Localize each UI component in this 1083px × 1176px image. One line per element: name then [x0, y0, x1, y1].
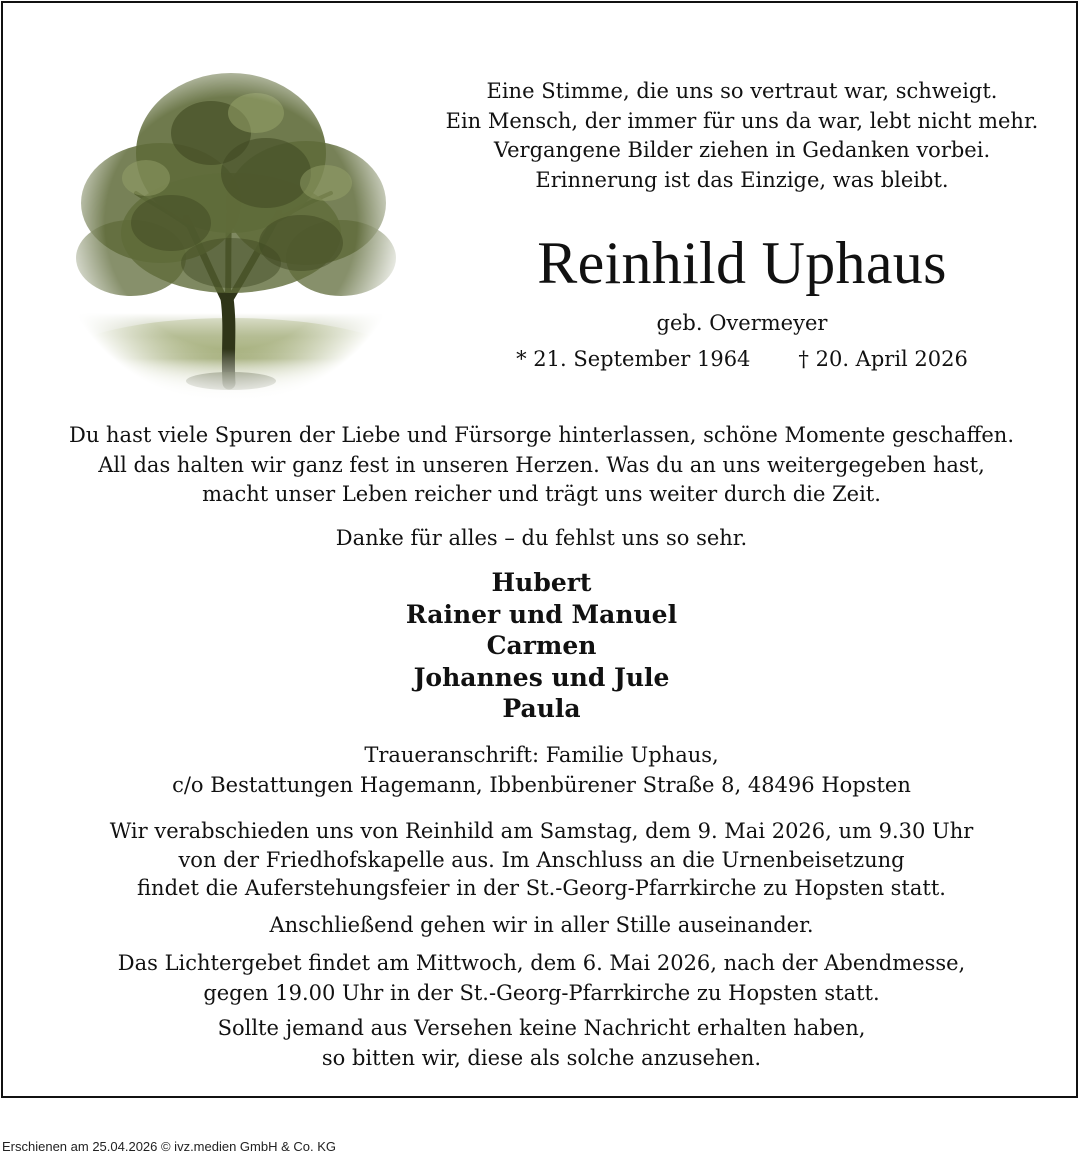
family-member: Hubert [491, 568, 592, 597]
publication-footer: Erschienen am 25.04.2026 © ivz.medien GmbH & Co. KG [2, 1139, 337, 1154]
family-member: Paula [502, 694, 581, 723]
prayer-line: Das Lichtergebet findet am Mittwoch, dem 6. Mai 2026, nach der Abendmesse, [117, 951, 966, 975]
service-line: Wir verabschieden uns von Reinhild am Samstag, dem 9. Mai 2026, um 9.30 Uhr [109, 819, 974, 843]
tribute-line: Du hast viele Spuren der Liebe und Fürsorge hinterlassen, schöne Momente geschaffen. [69, 423, 1014, 447]
family-member: Johannes und Jule [413, 662, 670, 692]
poem-line: Ein Mensch, der immer für uns da war, lebt nicht mehr. [445, 108, 1039, 133]
poem-line: Eine Stimme, die uns so vertraut war, schweigt. [486, 79, 998, 103]
address-line: c/o Bestattungen Hagemann, Ibbenbürener Straße 8, 48496 Hopsten [172, 772, 911, 797]
obituary-notice [1, 1, 1078, 1098]
tribute-text [23, 421, 1060, 510]
death-date: † 20. April 2026 [798, 347, 968, 371]
birth-date: * 21. September 1964 [516, 347, 751, 371]
funeral-service-text [23, 817, 1060, 903]
closing-line: so bitten wir, diese als solche anzusehen. [321, 1045, 762, 1070]
tribute-line: macht unser Leben reicher und trägt uns weiter durch die Zeit. [202, 482, 881, 506]
closing-text [23, 1014, 1060, 1073]
address-line: Traueranschrift: Familie Uphaus, [364, 743, 719, 767]
parting-text: Anschließend gehen wir in aller Stille auseinander. [269, 913, 814, 937]
tribute-line: All das halten wir ganz fest in unseren Herzen. Was du an uns weitergegeben hast, [98, 452, 985, 477]
service-line: von der Friedhofskapelle aus. Im Anschluss an die Urnenbeisetzung [178, 847, 905, 872]
prayer-text [23, 949, 1060, 1008]
poem-line: Erinnerung ist das Einzige, was bleibt. [535, 167, 949, 192]
family-member: Rainer und Manuel [405, 599, 678, 629]
service-line: findet die Auferstehungsfeier in der St.-Georg-Pfarrkirche zu Hopsten statt. [137, 876, 946, 900]
poem [433, 77, 1051, 195]
life-dates [433, 345, 1051, 373]
tree-image [51, 43, 411, 403]
closing-line: Sollte jemand aus Versehen keine Nachricht erhalten haben, [217, 1016, 866, 1040]
family-names [23, 567, 1060, 725]
family-member: Carmen [486, 631, 597, 660]
thanks-text: Danke für alles – du fehlst uns so sehr. [335, 526, 748, 550]
prayer-line: gegen 19.00 Uhr in der St.-Georg-Pfarrkirche zu Hopsten statt. [203, 980, 880, 1005]
maiden-name: geb. Overmeyer [656, 311, 828, 335]
deceased-name: Reinhild Uphaus [537, 230, 947, 296]
poem-line: Vergangene Bilder ziehen in Gedanken vorbei. [493, 138, 991, 162]
mourning-address [23, 741, 1060, 800]
